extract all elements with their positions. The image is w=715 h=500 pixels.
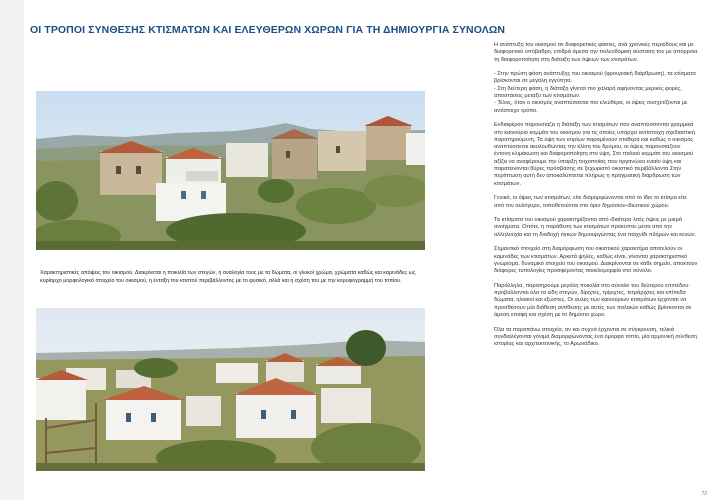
paragraph: Ενδιαφέρον παρουσιάζει η διάταξη των κτισμάτων που αναπτύσσονται γραμμικά στο καινούριο κομμάτι του οικισμού για τις οποίες υπάρχει αντίστοιχη σχεδιαστική παρατηρούμενη. Τα ύψη των κτιρίων παραμένουν σταθερά και καθώς ο οικισμός αναπτύσσεται ακολουθώντας την κλίση του δρόμου, οι όψεις παρουσιάζουν έντονη κλιμάκωση και διαφοροποίηση στο ύψη. Στο παλαιό κομμάτι του οικισμού αξίζει να αναφέρουμε την ύπαρξη τοιχοποιίας που οργανώνει ενιαίο ύψη και παρατεινονται θύρες πρόσβασης σε ξεχωριστό οικιστικό περιβάλλοντα Στην περίπτωση αυτή δεν αποκαλύπτεται πλήρως η πραγματική διάρθρωση των κτισμάτων. xyxy=(494,122,695,187)
page-number: 72 xyxy=(701,491,707,497)
village-photo-1 xyxy=(36,91,425,250)
paragraph: - Τέλος, όταν ο οικισμός αναπτύσσεται πιο ελεύθερα, οι όψεις συσχετίζονται με αντίστοιχο τρόπο. xyxy=(494,100,688,114)
photo-caption: Χαρακτηριστικές απόψεις του οικισμού. Διακρίνεται η ποικιλία των στεγών, η αναλογία τους με τα δώματα, οι γλυκοί χρώμα, χρώματα καθώς και καμινάδες ως κυρίαρχο μορφολογικό στοιχείο του οικισμού, η ένταξη του κτιστού περιβάλλοντος με το φυσικό, αλλά και η σχέση του με την κορυφογραμμή του τοπίου. xyxy=(40,270,416,284)
paragraph: Γενικά, οι όψεις των κτισμάτων, είτε διαμορφώνονται από το ίδιο το κτίσμα είτε από τον αυλόγυρο, τοποθετούνται στο όριο δημόσιου-ιδιωτικού χώρου. xyxy=(494,195,687,209)
body-text-column xyxy=(494,42,698,356)
paragraph: - Στη δεύτερη φάση, η διάταξη γίνεται πιο χαλαρή αφήνοντας μερικές φορές, αποστάσεις μεταξύ των κτισμάτων. xyxy=(494,85,682,100)
paragraph: Όλα τα παραπάνω στοιχεία, αν και συχνά έρχονται σε σύγκρουση, τελικά συνδιαλέγονται γόνιμα διαμορφώνοντας ένα όμορφο τοπίο, μία αρμονική σύνθεση ιστορίας και αρχιτεκτονικής, το Αρωνάδικο. xyxy=(494,326,697,348)
paragraph: - Στην πρώτη φάση ανάπτυξης του οικισμού (φρουριακή διάρθρωση), τα κτίσματα βρίσκονται σε μεγάλη εγγύτητα. xyxy=(494,71,696,85)
paragraph: Η ανάπτυξη του οικισμού σε διαφορετικές φάσεις, ανά χρονικές περιόδους και με διαφορετικό υπόβαθρο, επιδρά άμεσα την πολεοδομική σύσταση του με απόρροια τη διαφοροποίηση στη διάταξη των όψεων των κτισμάτων. xyxy=(494,42,698,63)
paragraph: Σημαντικό στοιχείο στη διαμόρφωση του οικιστικού χαρακτήρα αποτελούν οι καμινάδες των κτισμάτων. Αρκετά ψηλές, καθώς είναι, γίνονται χαρακτηριστικό γνώρισμα, δυναμικό στοιχείο του οικισμού. Διακρίνονται σε κάθε σημείο, αποκτούν διάφορες τυπολογίες προσφέροντας ποικιλομορφία στο σύνολο. xyxy=(494,246,698,275)
village-photo-2 xyxy=(36,308,425,471)
page-gutter xyxy=(0,0,24,500)
paragraph: Τα κτίσματα του οικισμού χαρακτηρίζονται από ιδιαίτερα λιτές όψεις με μικρά ανοίγματα. Οπότε, η παράθεση των κτισμάτων προκύπτει μέσα από την αλληλουχία και τη διαδοχή όγκων δημιουργώντας ένα παιχνίδι πλήρων και κενών. xyxy=(494,217,697,238)
page-title: ΟΙ ΤΡΟΠΟΙ ΣΥΝΘΕΣΗΣ ΚΤΙΣΜΑΤΩΝ ΚΑΙ ΕΛΕΥΘΕΡΩΝ ΧΩΡΩΝ ΓΙΑ ΤΗ ΔΗΜΙΟΥΡΓΙΑ ΣΥΝΟΛΩΝ xyxy=(30,24,506,36)
paragraph: Παράλληλα, παρατηρούμε μεγάλη ποικιλία στο σύνολο του δεύτερου επιπέδου: προβάλλονται όλα τα είδη στεγών, δίριχτες, τρίριχτες, τετράριχτες και επίπεδα δώματα, ηλιακοί και εξώστες. Οι αυλές των καινούριων κτισμάτων έρχονται να προσθέσουν μία διάθεση αντίθεσης με αυτές των παλαιών καθώς βρίσκονται σε άμεση επαφή και σχέση με το δημόσιο χώρο. xyxy=(494,282,692,318)
